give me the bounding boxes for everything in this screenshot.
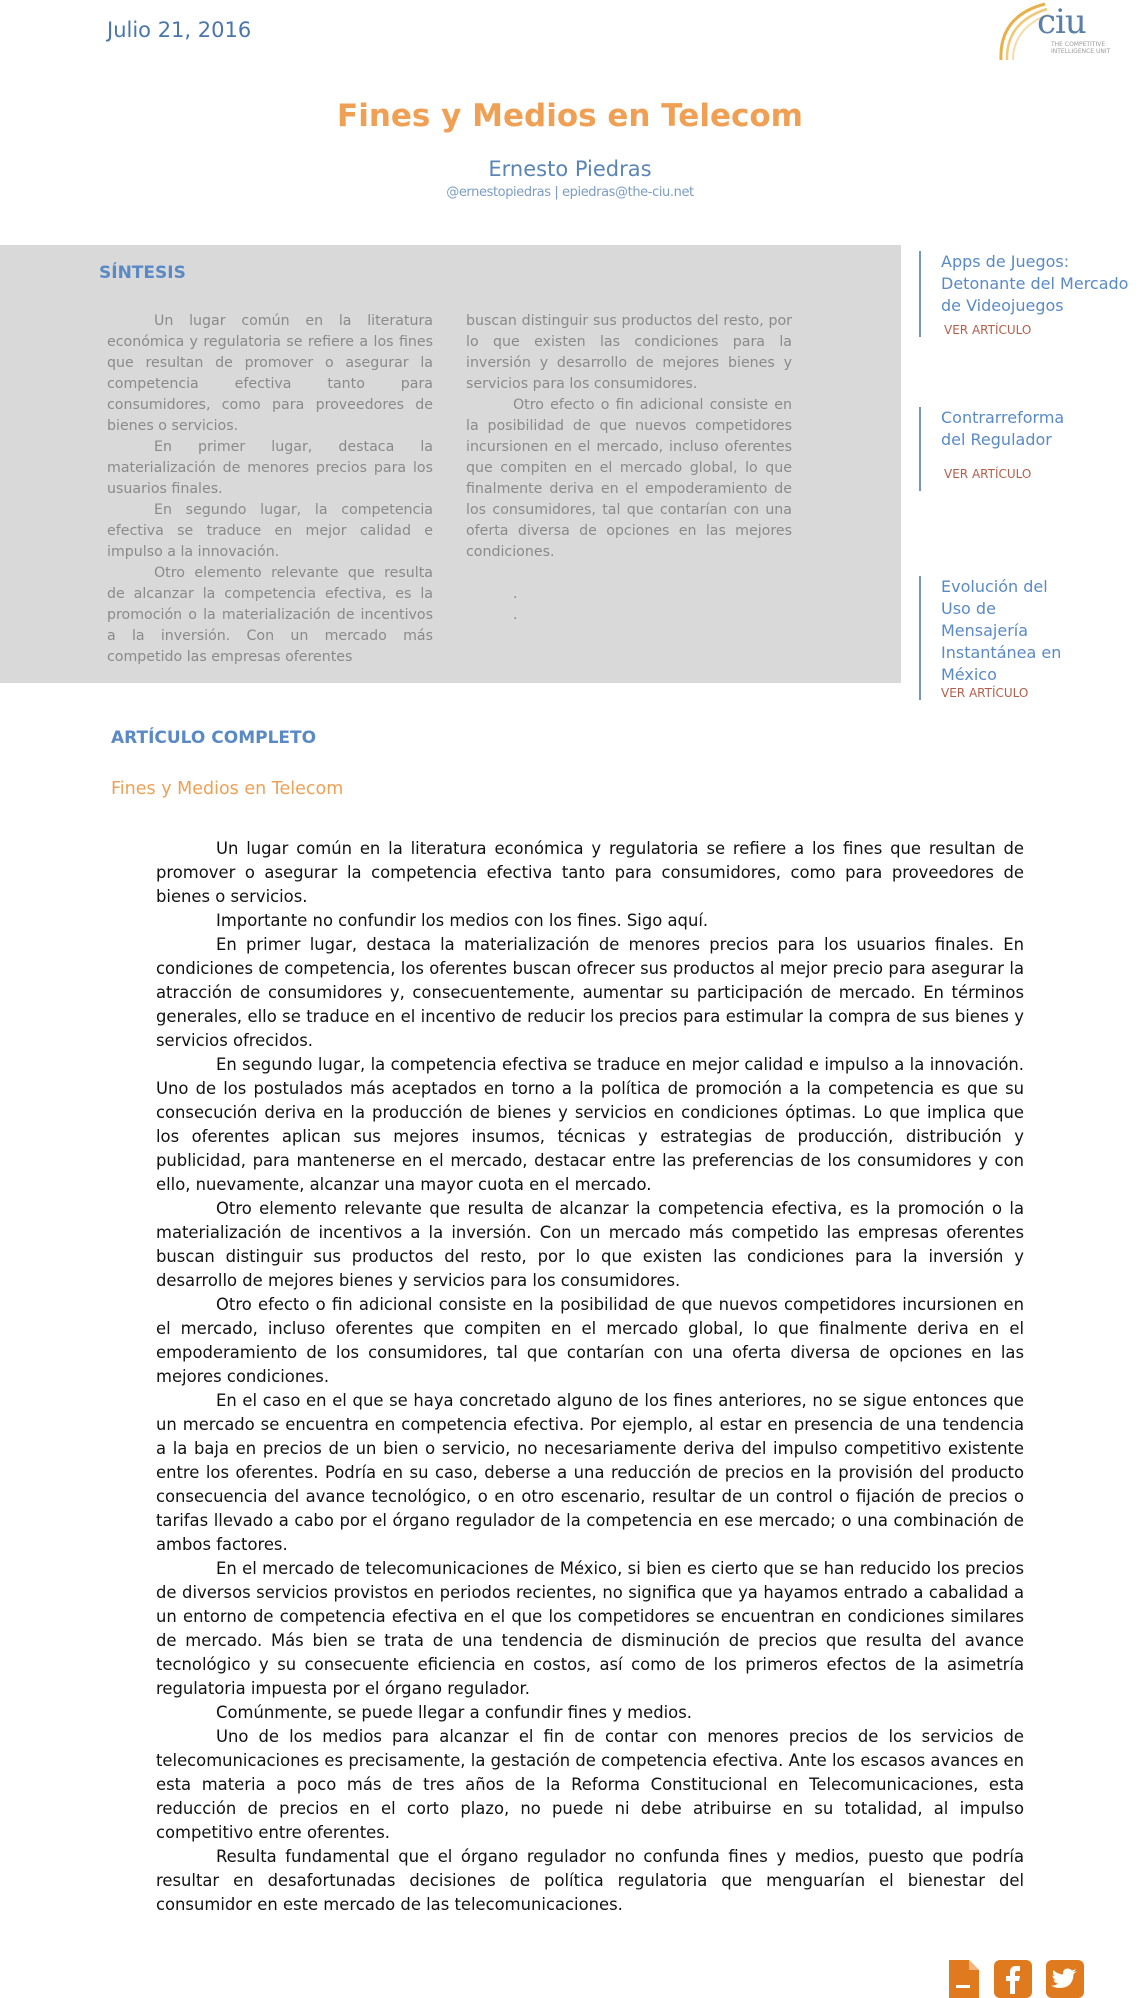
pdf-icon (947, 1960, 981, 1998)
synthesis-column-1 (107, 311, 433, 668)
article-paragraph: Importante no confundir los medios con los fines. Sigo aquí. (216, 911, 709, 930)
facebook-share-button[interactable] (994, 1960, 1032, 1998)
article-paragraph: Uno de los medios para alcanzar el fin de contar con menores precios de los servicios de telecomunicaciones es precisamente, la gestación de competencia efectiva. Ante los escasos avances en esta materia a poco más de tres años de la Reforma Constitucional en Telecomunicaciones, esta reducción de precios en el corto plazo, no puede ni debe atribuirse en su totalidad, al impulso competitivo entre oferentes. (156, 1727, 1024, 1842)
author-contact[interactable]: @ernestopiedras | epiedras@the-ciu.net (446, 185, 694, 200)
article-paragraph: Otro elemento relevante que resulta de alcanzar la competencia efectiva, es la promoción o la materialización de incentivos a la inversión. Con un mercado más competido las empresas oferentes buscan distinguir sus productos del resto, por lo que existen las condiciones para la inversión y desarrollo de mejores bienes y servicios para los consumidores. (156, 1199, 1024, 1290)
date: Julio 21, 2016 (107, 18, 252, 42)
sidebar-article-title[interactable]: Evolución del Uso de Mensajería Instantánea en México (941, 577, 1062, 684)
article-paragraph: En primer lugar, destaca la materialización de menores precios para los usuarios finales. En condiciones de competencia, los oferentes buscan ofrecer sus productos al mejor precio para asegurar la atracción de consumidores y, consecuentemente, aumentar su participación de mercado. En términos generales, ello se traduce en el incentivo de reducir los precios para estimular la compra de sus bienes y servicios ofrecidos. (156, 935, 1024, 1050)
article-paragraph: En el caso en el que se haya concretado alguno de los fines anteriores, no se sigue entonces que un mercado se encuentra en competencia efectiva. Por ejemplo, al estar en presencia de una tendencia a la baja en precios de un bien o servicio, no necesariamente deriva del impulso competitivo existente entre los oferentes. Podría en su caso, deberse a una reducción de precios en la provisión del producto consecuencia del avance tecnológico, o en otro escenario, resultar de un control o fijación de precios o tarifas llevado a cabo por el órgano regulador de la competencia en ese mercado; o una combinación de ambos factores. (156, 1391, 1024, 1554)
logo-tagline: THE COMPETITIVE INTELLIGENCE UNIT (1051, 41, 1111, 55)
synthesis-dot: . (513, 586, 518, 602)
view-article-link[interactable]: VER ARTÍCULO (941, 686, 1029, 700)
sidebar-article-3[interactable] (919, 576, 1069, 700)
synthesis-paragraph: En primer lugar, destaca la materialización de menores precios para los usuarios finales. (107, 439, 433, 497)
synthesis-paragraph: buscan distinguir sus productos del resto, por lo que existen las condiciones para la inversión y desarrollo de mejores bienes y servicios para los consumidores. (466, 313, 792, 392)
author-name: Ernesto Piedras (488, 157, 652, 181)
article-paragraph: Comúnmente, se puede llegar a confundir fines y medios. (216, 1703, 692, 1722)
view-article-link[interactable]: VER ARTÍCULO (944, 467, 1032, 481)
twitter-icon (1046, 1960, 1084, 1998)
sidebar-article-2[interactable] (919, 407, 1079, 491)
ciu-logo[interactable] (993, 0, 1111, 64)
facebook-icon (994, 1960, 1032, 1998)
article-paragraph: Resulta fundamental que el órgano regulador no confunda fines y medios, puesto que podría resultar en desafortunadas decisiones de política regulatoria que menguarían el bienestar del consumidor en este mercado de las telecomunicaciones. (156, 1847, 1024, 1914)
view-article-link[interactable]: VER ARTÍCULO (944, 323, 1032, 337)
article-paragraph: Otro efecto o fin adicional consiste en la posibilidad de que nuevos competidores incursionen en el mercado, incluso oferentes que compiten en el mercado global, lo que finalmente deriva en el empoderamiento de los consumidores, tal que contarían con una oferta diversa de opciones en las mejores condiciones. (156, 1295, 1024, 1386)
page-title: Fines y Medios en Telecom (337, 98, 803, 134)
twitter-share-button[interactable] (1046, 1960, 1084, 1998)
synthesis-paragraph: Otro elemento relevante que resulta de alcanzar la competencia efectiva, es la promoción o la materialización de incentivos a la inversión. Con un mercado más competido las empresas oferentes (107, 565, 433, 665)
full-article-heading: ARTÍCULO COMPLETO (111, 728, 317, 748)
sidebar-article-title[interactable]: Apps de Juegos: Detonante del Mercado de Videojuegos (941, 252, 1129, 315)
synthesis-paragraph: Otro efecto o fin adicional consiste en la posibilidad de que nuevos competidores incursionen en el mercado, incluso oferentes que compiten en el mercado global, lo que finalmente deriva en el empoderamiento de los consumidores, tal que contarían con una oferta diversa de opciones en las mejores condiciones. (466, 397, 792, 560)
article-paragraph: En segundo lugar, la competencia efectiva se traduce en mejor calidad e impulso a la innovación. Uno de los postulados más aceptados en torno a la política de promoción a la competencia es que su consecución deriva en la producción de bienes y servicios en condiciones óptimas. Lo que implica que los oferentes aplican sus mejores insumos, técnicas y estrategias de producción, distribución y publicidad, para mantenerse en el mercado, destacar entre las preferencias de los consumidores y con ello, nuevamente, alcanzar una mayor cuota en el mercado. (156, 1055, 1024, 1194)
sidebar-article-title[interactable]: Contrarreforma del Regulador (941, 408, 1065, 449)
synthesis-paragraph: En segundo lugar, la competencia efectiva se traduce en mejor calidad e impulso a la innovación. (107, 502, 433, 560)
article-paragraph: Un lugar común en la literatura económica y regulatoria se refiere a los fines que resultan de promover o asegurar la competencia efectiva tanto para consumidores, como para proveedores de bienes o servicios. (156, 839, 1024, 906)
sidebar-article-1[interactable] (919, 251, 1129, 337)
article-paragraph: En el mercado de telecomunicaciones de México, si bien es cierto que se han reducido los precios de diversos servicios provistos en periodos recientes, no significa que ya hayamos entrado a cabalidad a un entorno de competencia efectiva en el que los competidores se encuentran en condiciones similares de mercado. Más bien se trata de una tendencia de disminución de precios que resulta del avance tecnológico y su consecuente eficiencia en costos, así como de los primeros efectos de la asimetría regulatoria impuesta por el órgano regulador. (156, 1559, 1024, 1698)
synthesis-column-2 (466, 311, 792, 626)
synthesis-dot: . (513, 607, 518, 623)
pdf-button[interactable] (947, 1960, 981, 1998)
synthesis-heading: SÍNTESIS (99, 263, 186, 283)
synthesis-paragraph: Un lugar común en la literatura económica y regulatoria se refiere a los fines que resultan de promover o asegurar la competencia efectiva tanto para consumidores, como para proveedores de bienes o servicios. (107, 313, 433, 434)
article-body (156, 837, 1024, 1917)
logo-wordmark: ciu (1037, 2, 1086, 42)
full-article-subtitle: Fines y Medios en Telecom (111, 779, 344, 799)
